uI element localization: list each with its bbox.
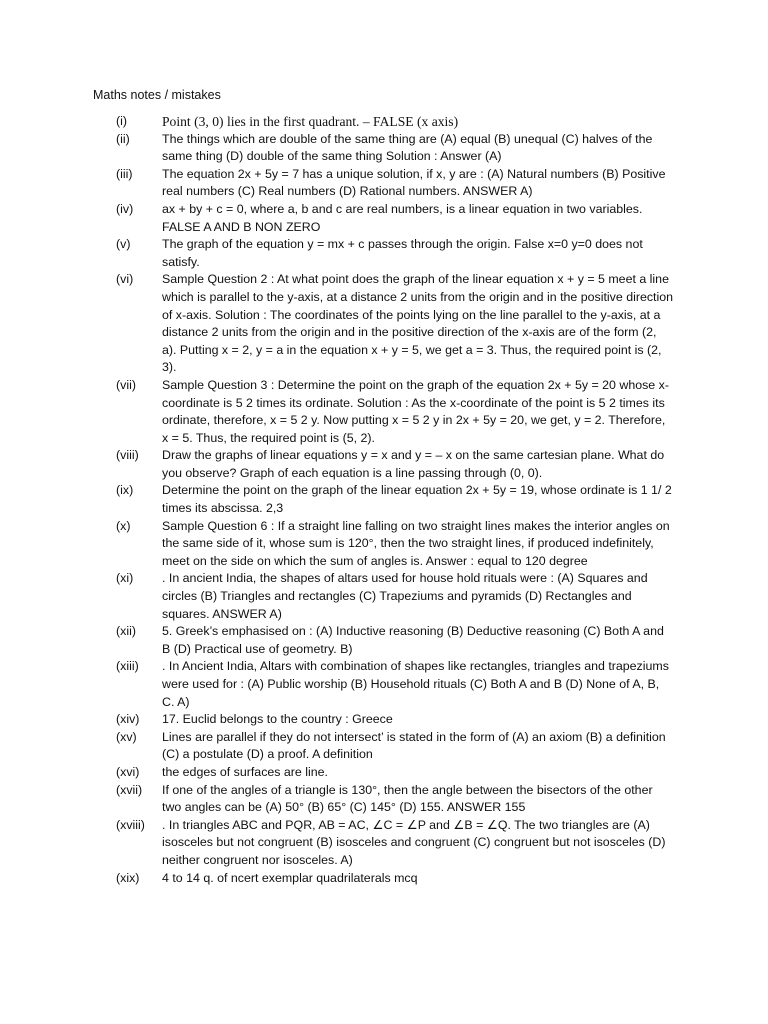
list-item <box>0 377 768 447</box>
item-text: Sample Question 2 : At what point does the graph of the linear equation x + y = 5 meet a line which is parallel to the y-axis, at a distance 2 units from the origin and in the positive direction of x-axis. Solution : The coordinates of the points lying on the line parallel to the y-axis, at a distance 2 units from the origin and in the positive direction of the x-axis are of the form (2, a). Putting x = 2, y = a in the equation x + y = 5, we get a = 3. Thus, the required point is (2, 3). <box>162 272 674 375</box>
item-text: The things which are double of the same thing are (A) equal (B) unequal (C) halves of the same thing (D) double of the same thing Solution : Answer (A) <box>162 131 653 164</box>
item-number: (xv) <box>116 729 137 744</box>
item-number: (xvii) <box>116 782 143 797</box>
list-item <box>0 870 768 888</box>
item-number: (viii) <box>116 448 139 463</box>
item-number: (vii) <box>116 377 136 392</box>
item-number: (vi) <box>116 272 134 287</box>
item-text: ax + by + c = 0, where a, b and c are real numbers, is a linear equation in two variables. FALSE A AND B NON ZERO <box>162 201 643 234</box>
item-number: (xvi) <box>116 764 140 779</box>
list-item <box>0 570 768 623</box>
list-item <box>0 166 768 201</box>
item-text: . In Ancient India, Altars with combination of shapes like rectangles, triangles and trapeziums were used for : (A) Public worship (B) Household rituals (C) Both A and B (D) None of A, B, C. A) <box>162 659 669 709</box>
item-number: (xviii) <box>116 817 145 832</box>
list-item <box>0 764 768 782</box>
list-item <box>0 711 768 729</box>
list-item <box>0 271 768 377</box>
list-item <box>0 658 768 711</box>
item-text: 4 to 14 q. of ncert exemplar quadrilaterals mcq <box>162 870 418 885</box>
item-number: (v) <box>116 237 131 252</box>
item-number: (i) <box>116 114 128 128</box>
item-number: (ii) <box>116 131 130 146</box>
item-text: Sample Question 3 : Determine the point on the graph of the equation 2x + 5y = 20 whose x-coordinate is 5 2 times its ordinate. Solution : As the x-coordinate of the point is 5 2 times its ordinate, therefore, x = 5 2 y. Now putting x = 5 2 y in 2x + 5y = 20, we get, y = 2. Therefore, x = 5. Thus, the required point is (5, 2). <box>162 377 669 445</box>
item-text: The equation 2x + 5y = 7 has a unique solution, if x, y are : (A) Natural numbers (B) Positive real numbers (C) Real numbers (D) Rational numbers. ANSWER A) <box>162 166 666 199</box>
item-text: If one of the angles of a triangle is 130°, then the angle between the bisectors of the other two angles can be (A) 50° (B) 65° (C) 145° (D) 155. ANSWER 155 <box>162 782 653 815</box>
item-number: (x) <box>116 518 131 533</box>
item-text: . In ancient India, the shapes of altars used for house hold rituals were : (A) Squares and circles (B) Triangles and rectangles (C) Trapeziums and pyramids (D) Rectangles and squares. ANSWER A) <box>162 571 648 621</box>
item-text: Point (3, 0) lies in the first quadrant. – FALSE (x axis) <box>162 114 459 129</box>
list-item <box>0 131 768 166</box>
list-item <box>0 518 768 571</box>
item-number: (xii) <box>116 624 136 639</box>
item-text: the edges of surfaces are line. <box>162 764 328 779</box>
list-item <box>0 817 768 870</box>
item-number: (ix) <box>116 483 134 498</box>
item-text: Lines are parallel if they do not intersect’ is stated in the form of (A) an axiom (B) a definition (C) a postulate (D) a proof. A definition <box>162 729 666 762</box>
list-item <box>0 113 768 131</box>
notes-list <box>0 113 768 887</box>
item-text: 17. Euclid belongs to the country : Greece <box>162 712 393 727</box>
item-number: (xi) <box>116 571 134 586</box>
list-item <box>0 729 768 764</box>
list-item <box>0 623 768 658</box>
item-text: 5. Greek’s emphasised on : (A) Inductive reasoning (B) Deductive reasoning (C) Both A and B (D) Practical use of geometry. B) <box>162 624 664 656</box>
item-text: Draw the graphs of linear equations y = x and y = – x on the same cartesian plane. What do you observe? Graph of each equation is a line passing through (0, 0). <box>162 448 665 480</box>
item-text: The graph of the equation y = mx + c passes through the origin. False x=0 y=0 does not satisfy. <box>162 237 643 269</box>
document-title: Maths notes / mistakes <box>93 88 221 102</box>
list-item <box>0 236 768 271</box>
list-item <box>0 447 768 482</box>
list-item <box>0 482 768 517</box>
item-number: (xiv) <box>116 712 140 727</box>
item-text: Determine the point on the graph of the linear equation 2x + 5y = 19, whose ordinate is 1 1/ 2 times its abscissa. 2,3 <box>162 483 672 516</box>
item-text: Sample Question 6 : If a straight line falling on two straight lines makes the interior angles on the same side of it, whose sum is 120°, then the two straight lines, if produced indefinitely, meet on the side on which the sum of angles is. Answer : equal to 120 degree <box>162 518 670 568</box>
item-number: (iv) <box>116 201 134 216</box>
list-item <box>0 782 768 817</box>
item-number: (xiii) <box>116 659 139 674</box>
item-text: . In triangles ABC and PQR, AB = AC, ∠C = ∠P and ∠B = ∠Q. The two triangles are (A) isosceles but not congruent (B) isosceles and congruent (C) congruent but not isosceles (D) neither congruent nor isosceles. A) <box>162 817 666 867</box>
list-item <box>0 201 768 236</box>
item-number: (xix) <box>116 870 140 885</box>
item-number: (iii) <box>116 166 133 181</box>
